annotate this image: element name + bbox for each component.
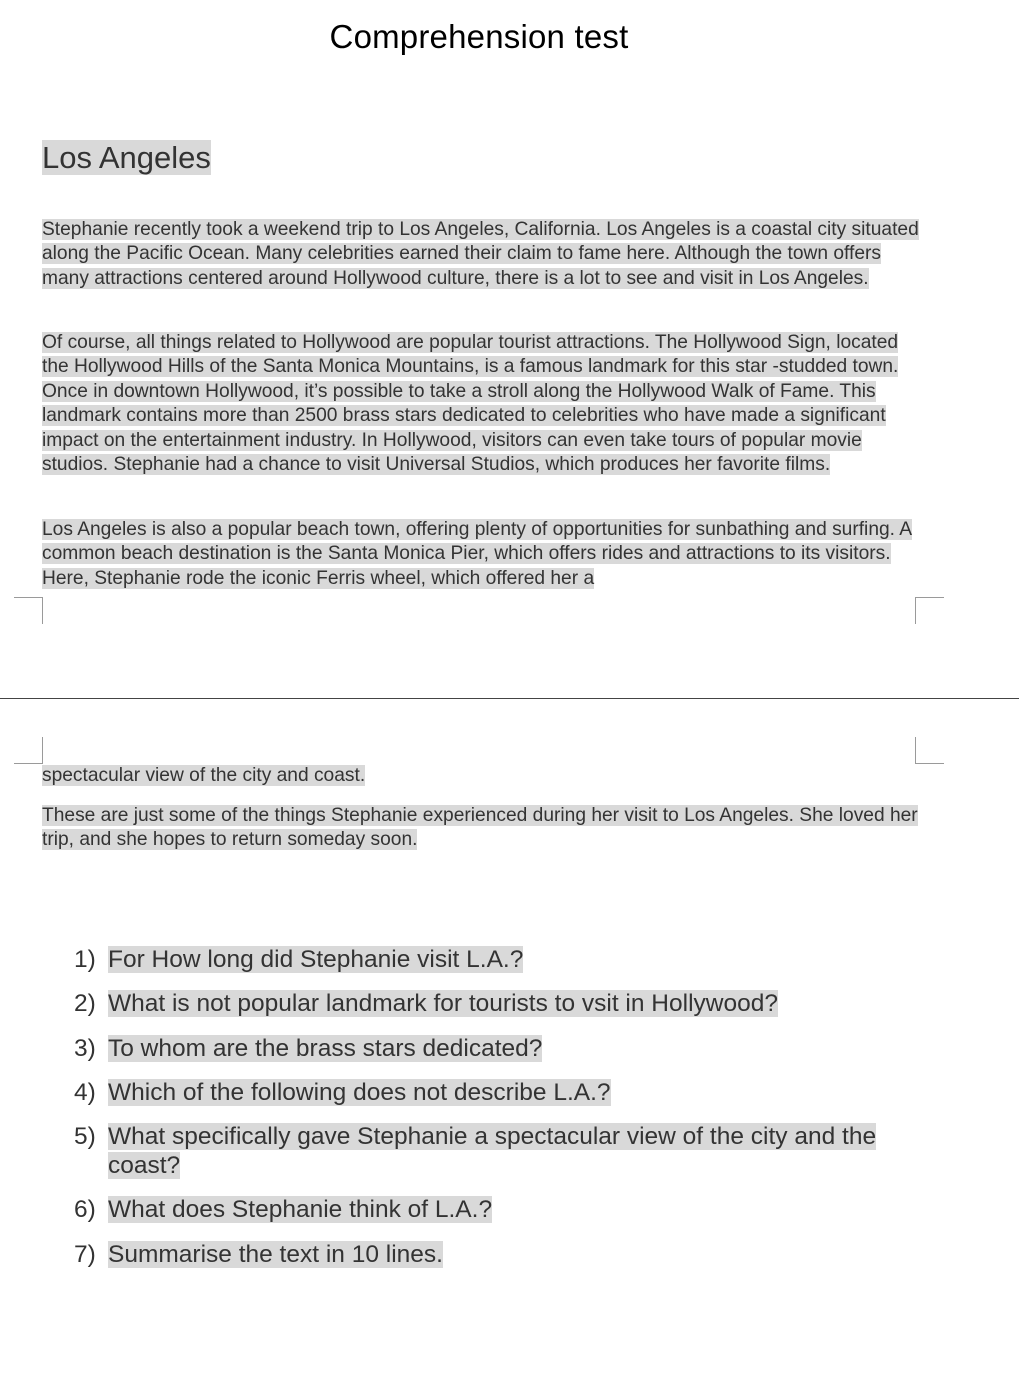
paragraph-2-text: Of course, all things related to Hollywood are popular tourist attractions. The Hollywood Sign, located the Hollywood Hills of the Santa Monica Mountains, is a famous landmark for this star -studded town. Once in downtown Hollywood, it’s possible to take a stroll along the Hollywood Walk of Fame. This landmark contains more than 2500 brass stars dedicated to celebrities who have made a significant impact on the entertainment industry. In Hollywood, visitors can even take tours of popular movie studios. Stephanie had a chance to visit Universal Studios, which produces her favorite films.: [42, 332, 899, 476]
question-number: 7): [74, 1240, 96, 1268]
question-number: 3): [74, 1034, 96, 1062]
paragraph-4: [42, 804, 922, 853]
paragraph-3: [42, 518, 922, 591]
question-text: What is not popular landmark for tourists to vsit in Hollywood?: [108, 990, 778, 1018]
paragraph-2: [42, 331, 922, 477]
question-text-wrap: [108, 1195, 934, 1224]
question-text-wrap: [108, 1122, 934, 1180]
question-number: 2): [74, 990, 96, 1018]
question-item: [74, 1122, 934, 1180]
question-text-wrap: [108, 1078, 934, 1107]
question-item: [74, 989, 934, 1018]
question-number: 6): [74, 1196, 96, 1224]
question-item: [74, 1078, 934, 1107]
question-list: [74, 945, 934, 1284]
page-title: Comprehension test: [329, 18, 629, 55]
page-corner-mark-top-right: [915, 737, 944, 764]
question-number: 4): [74, 1078, 96, 1106]
page-corner-mark-top-left: [14, 737, 43, 764]
heading-text: Los Angeles: [42, 140, 211, 175]
question-text: What does Stephanie think of L.A.?: [108, 1196, 493, 1224]
paragraph-4-text: These are just some of the things Stephanie experienced during her visit to Los Angeles. She loved her trip, and she hopes to return someday soon.: [42, 805, 918, 851]
question-item: [74, 1240, 934, 1269]
paragraph-3-continued-text: spectacular view of the city and coast.: [42, 765, 366, 786]
paragraph-1-text: Stephanie recently took a weekend trip to Los Angeles, California. Los Angeles is a coastal city situated along the Pacific Ocean. Many celebrities earned their claim to fame here. Although the town offers many attractions centered around Hollywood culture, there is a lot to see and visit in Los Angeles.: [42, 219, 919, 289]
paragraph-3-continued: [42, 764, 922, 788]
question-text: Which of the following does not describe L.A.?: [108, 1078, 611, 1106]
question-text-wrap: [108, 945, 934, 974]
question-text: To whom are the brass stars dedicated?: [108, 1034, 543, 1062]
question-item: [74, 945, 934, 974]
question-text: What specifically gave Stephanie a spectacular view of the city and the coast?: [108, 1123, 877, 1180]
page-break-divider: [0, 698, 1019, 699]
page-corner-mark-bottom-right: [915, 597, 944, 624]
question-text: Summarise the text in 10 lines.: [108, 1240, 443, 1268]
document-heading: [42, 138, 211, 178]
question-text-wrap: [108, 1034, 934, 1063]
question-text-wrap: [108, 1240, 934, 1269]
question-number: 1): [74, 946, 96, 973]
question-text: For How long did Stephanie visit L.A.?: [108, 946, 524, 973]
paragraph-1: [42, 218, 922, 291]
page-corner-mark-bottom-left: [14, 597, 43, 624]
question-item: [74, 1034, 934, 1063]
question-number: 5): [74, 1123, 96, 1151]
paragraph-3-text: Los Angeles is also a popular beach town, offering plenty of opportunities for sunbathing and surfing. A common beach destination is the Santa Monica Pier, which offers rides and attractions to its visitors. Here, Stephanie rode the iconic Ferris wheel, which offered her a: [42, 519, 913, 589]
question-text-wrap: [108, 989, 934, 1018]
question-item: [74, 1195, 934, 1224]
